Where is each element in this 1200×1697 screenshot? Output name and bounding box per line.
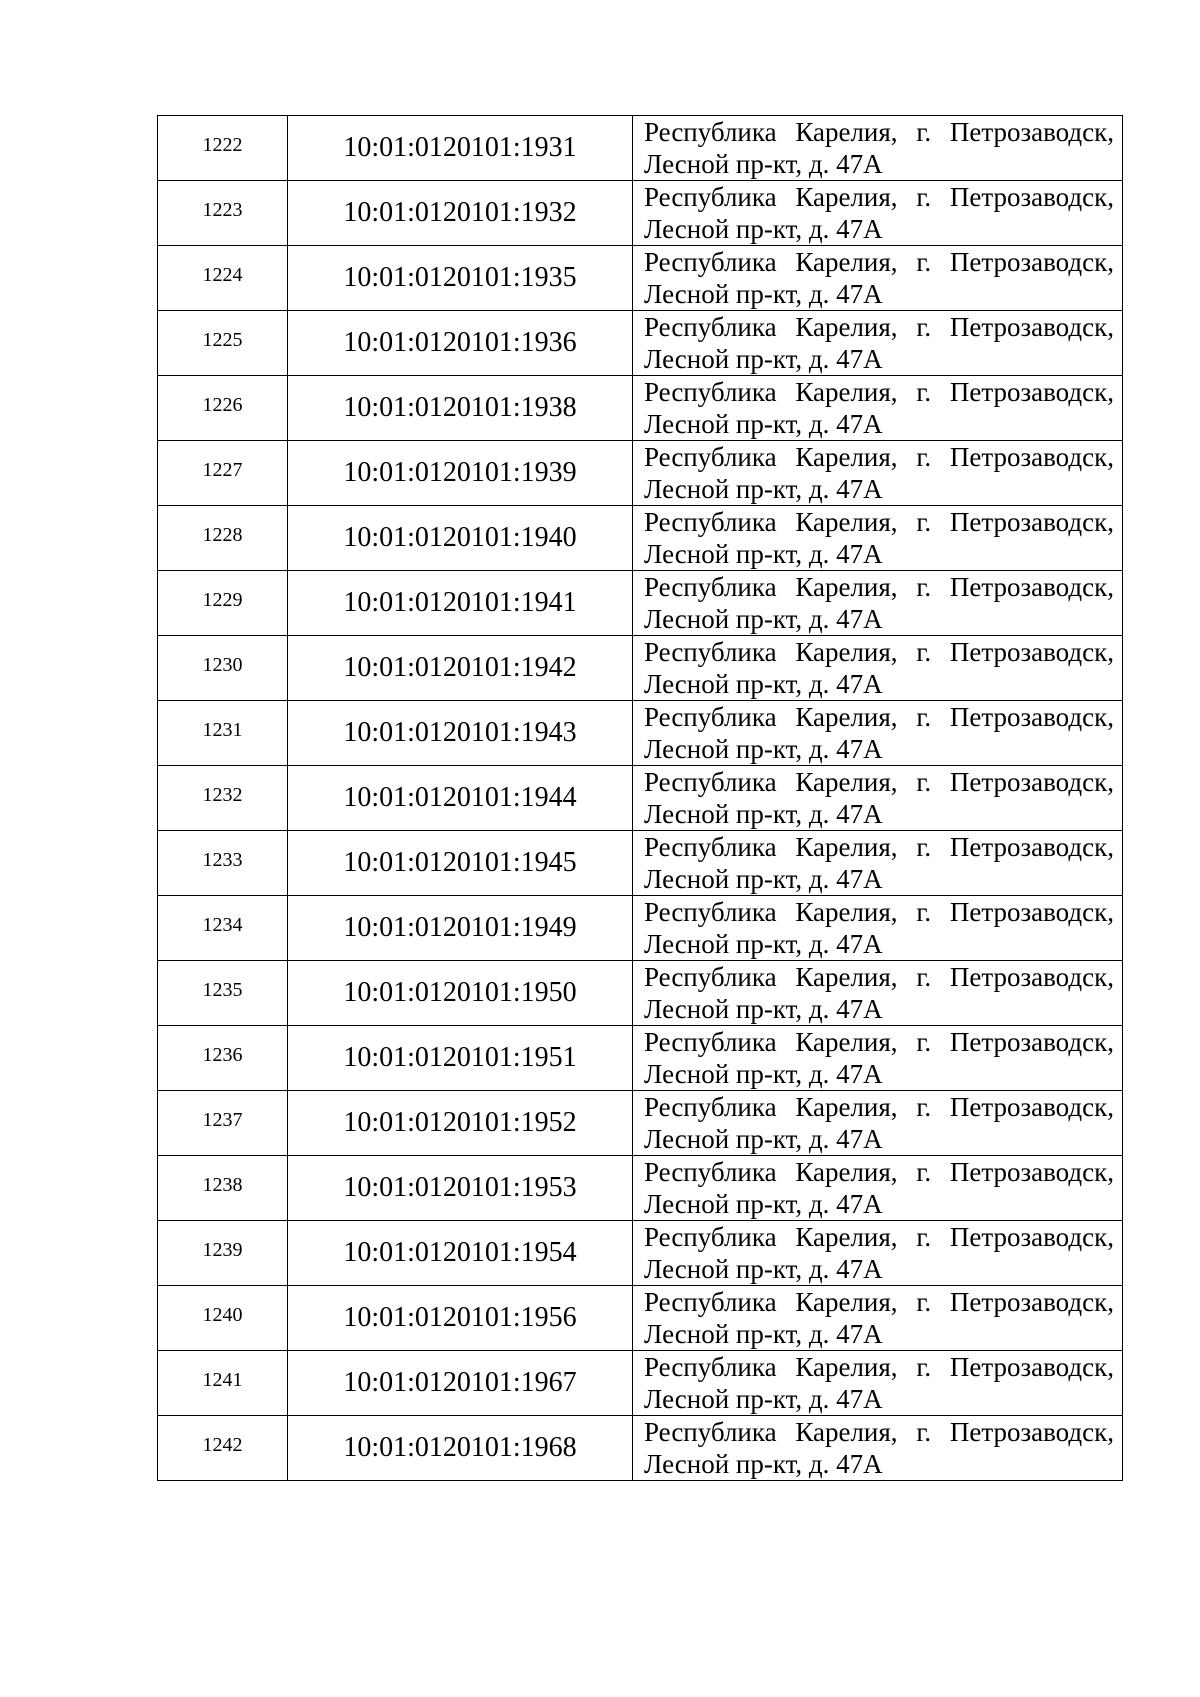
row-number-cell bbox=[158, 1351, 288, 1416]
address-line-street: Лесной пр-кт, д. 47А bbox=[644, 1124, 883, 1154]
row-number: 1242 bbox=[202, 1434, 243, 1456]
table-row bbox=[158, 701, 1123, 766]
row-number: 1230 bbox=[202, 654, 243, 676]
address-line-street: Лесной пр-кт, д. 47А bbox=[644, 409, 883, 439]
cadastral-number: 10:01:0120101:1944 bbox=[343, 782, 577, 813]
row-number: 1239 bbox=[202, 1239, 243, 1261]
row-number: 1235 bbox=[202, 979, 243, 1001]
cadastral-number: 10:01:0120101:1954 bbox=[343, 1237, 577, 1268]
address-line-region-city: Республика Карелия, г. Петрозаводск, bbox=[644, 962, 1114, 992]
cadastral-number: 10:01:0120101:1967 bbox=[343, 1367, 577, 1398]
row-number-cell bbox=[158, 506, 288, 571]
row-number-cell bbox=[158, 766, 288, 831]
cadastral-number: 10:01:0120101:1932 bbox=[343, 197, 577, 228]
address-line-street: Лесной пр-кт, д. 47А bbox=[644, 1254, 883, 1284]
registry-table-body bbox=[158, 116, 1123, 1481]
address-line-street: Лесной пр-кт, д. 47А bbox=[644, 1449, 883, 1479]
table-row bbox=[158, 1351, 1123, 1416]
table-row bbox=[158, 506, 1123, 571]
row-number: 1232 bbox=[202, 784, 243, 806]
address-line-region-city: Республика Карелия, г. Петрозаводск, bbox=[644, 442, 1114, 472]
row-number: 1237 bbox=[202, 1109, 243, 1131]
address-line-street: Лесной пр-кт, д. 47А bbox=[644, 149, 883, 179]
row-number-cell bbox=[158, 1091, 288, 1156]
address-cell bbox=[633, 636, 1123, 701]
address-line-street: Лесной пр-кт, д. 47А bbox=[644, 1384, 883, 1414]
table-row bbox=[158, 1286, 1123, 1351]
row-number-cell bbox=[158, 571, 288, 636]
row-number-cell bbox=[158, 1416, 288, 1481]
table-row bbox=[158, 441, 1123, 506]
cadastral-number: 10:01:0120101:1949 bbox=[343, 912, 577, 943]
row-number: 1229 bbox=[202, 589, 243, 611]
table-row bbox=[158, 766, 1123, 831]
address-line-region-city: Республика Карелия, г. Петрозаводск, bbox=[644, 637, 1114, 667]
cadastral-number: 10:01:0120101:1950 bbox=[343, 977, 577, 1008]
address-cell bbox=[633, 1221, 1123, 1286]
address-line-street: Лесной пр-кт, д. 47А bbox=[644, 539, 883, 569]
cadastral-number: 10:01:0120101:1953 bbox=[343, 1172, 577, 1203]
address-line-street: Лесной пр-кт, д. 47А bbox=[644, 864, 883, 894]
row-number: 1228 bbox=[202, 524, 243, 546]
address-line-street: Лесной пр-кт, д. 47А bbox=[644, 1059, 883, 1089]
address-cell bbox=[633, 571, 1123, 636]
row-number-cell bbox=[158, 1026, 288, 1091]
address-line-region-city: Республика Карелия, г. Петрозаводск, bbox=[644, 1352, 1114, 1382]
address-cell bbox=[633, 1091, 1123, 1156]
table-row bbox=[158, 1156, 1123, 1221]
address-cell bbox=[633, 506, 1123, 571]
row-number-cell bbox=[158, 701, 288, 766]
row-number-cell bbox=[158, 376, 288, 441]
address-line-street: Лесной пр-кт, д. 47А bbox=[644, 1189, 883, 1219]
cadastral-number-cell bbox=[288, 246, 633, 311]
address-line-region-city: Республика Карелия, г. Петрозаводск, bbox=[644, 312, 1114, 342]
address-cell bbox=[633, 311, 1123, 376]
address-line-region-city: Республика Карелия, г. Петрозаводск, bbox=[644, 247, 1114, 277]
row-number-cell bbox=[158, 116, 288, 181]
row-number: 1234 bbox=[202, 914, 243, 936]
row-number-cell bbox=[158, 1221, 288, 1286]
cadastral-number-cell bbox=[288, 181, 633, 246]
address-cell bbox=[633, 116, 1123, 181]
address-cell bbox=[633, 1286, 1123, 1351]
address-line-region-city: Республика Карелия, г. Петрозаводск, bbox=[644, 897, 1114, 927]
address-cell bbox=[633, 961, 1123, 1026]
table-row bbox=[158, 1091, 1123, 1156]
address-cell bbox=[633, 896, 1123, 961]
address-cell bbox=[633, 1026, 1123, 1091]
address-cell bbox=[633, 376, 1123, 441]
row-number: 1227 bbox=[202, 459, 243, 481]
row-number: 1240 bbox=[202, 1304, 243, 1326]
row-number: 1231 bbox=[202, 719, 243, 741]
cadastral-number-cell bbox=[288, 376, 633, 441]
address-line-region-city: Республика Карелия, г. Петрозаводск, bbox=[644, 507, 1114, 537]
cadastral-number: 10:01:0120101:1931 bbox=[343, 132, 577, 163]
address-line-street: Лесной пр-кт, д. 47А bbox=[644, 799, 883, 829]
table-row bbox=[158, 1416, 1123, 1481]
cadastral-number-cell bbox=[288, 506, 633, 571]
cadastral-number: 10:01:0120101:1943 bbox=[343, 717, 577, 748]
address-line-region-city: Республика Карелия, г. Петрозаводск, bbox=[644, 572, 1114, 602]
address-line-region-city: Республика Карелия, г. Петрозаводск, bbox=[644, 702, 1114, 732]
address-cell bbox=[633, 1156, 1123, 1221]
table-row bbox=[158, 636, 1123, 701]
address-cell bbox=[633, 1416, 1123, 1481]
cadastral-number-cell bbox=[288, 571, 633, 636]
row-number: 1222 bbox=[202, 134, 243, 156]
address-line-region-city: Республика Карелия, г. Петрозаводск, bbox=[644, 1417, 1114, 1447]
row-number-cell bbox=[158, 831, 288, 896]
row-number: 1226 bbox=[202, 394, 243, 416]
address-cell bbox=[633, 1351, 1123, 1416]
cadastral-number-cell bbox=[288, 896, 633, 961]
cadastral-number-cell bbox=[288, 636, 633, 701]
cadastral-number: 10:01:0120101:1968 bbox=[343, 1432, 577, 1463]
row-number-cell bbox=[158, 181, 288, 246]
address-line-region-city: Республика Карелия, г. Петрозаводск, bbox=[644, 117, 1114, 147]
cadastral-number: 10:01:0120101:1939 bbox=[343, 457, 577, 488]
address-cell bbox=[633, 246, 1123, 311]
table-row bbox=[158, 896, 1123, 961]
cadastral-number-cell bbox=[288, 1351, 633, 1416]
table-row bbox=[158, 571, 1123, 636]
address-line-street: Лесной пр-кт, д. 47А bbox=[644, 1319, 883, 1349]
row-number-cell bbox=[158, 311, 288, 376]
address-line-region-city: Республика Карелия, г. Петрозаводск, bbox=[644, 767, 1114, 797]
row-number-cell bbox=[158, 246, 288, 311]
cadastral-number-cell bbox=[288, 116, 633, 181]
cadastral-number: 10:01:0120101:1938 bbox=[343, 392, 577, 423]
address-line-region-city: Республика Карелия, г. Петрозаводск, bbox=[644, 1222, 1114, 1252]
row-number-cell bbox=[158, 896, 288, 961]
cadastral-number-cell bbox=[288, 701, 633, 766]
row-number: 1223 bbox=[202, 199, 243, 221]
cadastral-registry-table bbox=[157, 115, 1123, 1481]
address-line-region-city: Республика Карелия, г. Петрозаводск, bbox=[644, 1287, 1114, 1317]
row-number-cell bbox=[158, 1286, 288, 1351]
table-row bbox=[158, 181, 1123, 246]
cadastral-number: 10:01:0120101:1940 bbox=[343, 522, 577, 553]
cadastral-number-cell bbox=[288, 1221, 633, 1286]
address-line-street: Лесной пр-кт, д. 47А bbox=[644, 344, 883, 374]
table-row bbox=[158, 376, 1123, 441]
row-number: 1236 bbox=[202, 1044, 243, 1066]
row-number: 1241 bbox=[202, 1369, 243, 1391]
table-row bbox=[158, 1026, 1123, 1091]
row-number-cell bbox=[158, 636, 288, 701]
table-row bbox=[158, 961, 1123, 1026]
row-number: 1233 bbox=[202, 849, 243, 871]
cadastral-number-cell bbox=[288, 1026, 633, 1091]
address-line-street: Лесной пр-кт, д. 47А bbox=[644, 929, 883, 959]
address-line-street: Лесной пр-кт, д. 47А bbox=[644, 279, 883, 309]
cadastral-number-cell bbox=[288, 1286, 633, 1351]
cadastral-number-cell bbox=[288, 1091, 633, 1156]
address-line-region-city: Республика Карелия, г. Петрозаводск, bbox=[644, 1027, 1114, 1057]
row-number-cell bbox=[158, 961, 288, 1026]
address-cell bbox=[633, 181, 1123, 246]
address-line-street: Лесной пр-кт, д. 47А bbox=[644, 474, 883, 504]
address-line-region-city: Республика Карелия, г. Петрозаводск, bbox=[644, 182, 1114, 212]
table-row bbox=[158, 1221, 1123, 1286]
row-number: 1225 bbox=[202, 329, 243, 351]
cadastral-number-cell bbox=[288, 766, 633, 831]
row-number-cell bbox=[158, 441, 288, 506]
address-line-street: Лесной пр-кт, д. 47А bbox=[644, 669, 883, 699]
address-cell bbox=[633, 701, 1123, 766]
cadastral-number-cell bbox=[288, 1416, 633, 1481]
cadastral-number: 10:01:0120101:1941 bbox=[343, 587, 577, 618]
address-cell bbox=[633, 766, 1123, 831]
address-line-street: Лесной пр-кт, д. 47А bbox=[644, 734, 883, 764]
cadastral-number: 10:01:0120101:1936 bbox=[343, 327, 577, 358]
cadastral-number: 10:01:0120101:1952 bbox=[343, 1107, 577, 1138]
address-cell bbox=[633, 831, 1123, 896]
cadastral-number-cell bbox=[288, 311, 633, 376]
table-row bbox=[158, 246, 1123, 311]
cadastral-number: 10:01:0120101:1935 bbox=[343, 262, 577, 293]
cadastral-number: 10:01:0120101:1956 bbox=[343, 1302, 577, 1333]
address-line-street: Лесной пр-кт, д. 47А bbox=[644, 214, 883, 244]
cadastral-number: 10:01:0120101:1945 bbox=[343, 847, 577, 878]
table-row bbox=[158, 311, 1123, 376]
table-row bbox=[158, 116, 1123, 181]
cadastral-number-cell bbox=[288, 831, 633, 896]
cadastral-number-cell bbox=[288, 441, 633, 506]
address-line-region-city: Республика Карелия, г. Петрозаводск, bbox=[644, 1157, 1114, 1187]
row-number-cell bbox=[158, 1156, 288, 1221]
address-line-street: Лесной пр-кт, д. 47А bbox=[644, 604, 883, 634]
address-line-region-city: Республика Карелия, г. Петрозаводск, bbox=[644, 377, 1114, 407]
table-row bbox=[158, 831, 1123, 896]
address-cell bbox=[633, 441, 1123, 506]
row-number: 1238 bbox=[202, 1174, 243, 1196]
address-line-region-city: Республика Карелия, г. Петрозаводск, bbox=[644, 832, 1114, 862]
cadastral-number-cell bbox=[288, 1156, 633, 1221]
row-number: 1224 bbox=[202, 264, 243, 286]
cadastral-number: 10:01:0120101:1951 bbox=[343, 1042, 577, 1073]
cadastral-number-cell bbox=[288, 961, 633, 1026]
cadastral-number: 10:01:0120101:1942 bbox=[343, 652, 577, 683]
address-line-region-city: Республика Карелия, г. Петрозаводск, bbox=[644, 1092, 1114, 1122]
address-line-street: Лесной пр-кт, д. 47А bbox=[644, 994, 883, 1024]
